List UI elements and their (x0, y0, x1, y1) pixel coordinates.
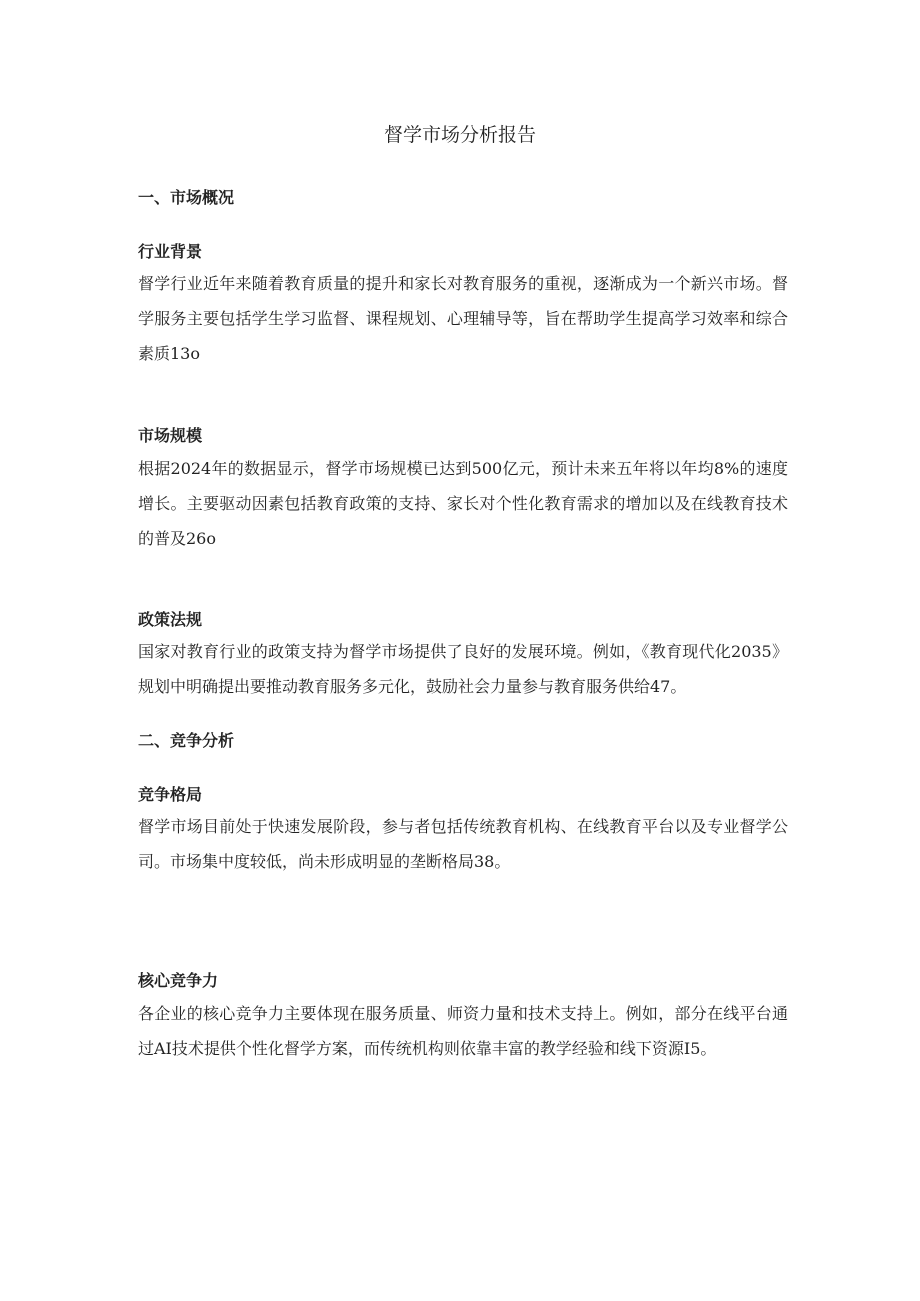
paragraph-industry-background: 督学行业近年来随着教育质量的提升和家长对教育服务的重视，逐渐成为一个新兴市场。督学服务主要包括学生学习监督、课程规划、心理辅导等，旨在帮助学生提高学习效率和综合素质13o (138, 274, 788, 363)
paragraph-core-competitiveness: 各企业的核心竞争力主要体现在服务质量、师资力量和技术支持上。例如，部分在线平台通过AI技术提供个性化督学方案，而传统机构则依靠丰富的教学经验和线下资源I5。 (138, 1004, 788, 1058)
paragraph-competitive-landscape: 督学市场目前处于快速发展阶段，参与者包括传统教育机构、在线教育平台以及专业督学公司。市场集中度较低，尚未形成明显的垄断格局38。 (138, 817, 788, 871)
paragraph-policy-regulations: 国家对教育行业的政策支持为督学市场提供了良好的发展环境。例如，《教育现代化2035》规划中明确提出要推动教育服务多元化，鼓励社会力量参与教育服务供给47。 (138, 642, 788, 696)
subsection-heading-policy-regulations: 政策法规 (138, 610, 203, 629)
subsection-heading-core-competitiveness: 核心竞争力 (138, 971, 219, 990)
section-heading-market-overview: 一、市场概况 (138, 188, 235, 207)
section-heading-competition-analysis: 二、竞争分析 (138, 731, 235, 750)
subsection-heading-industry-background: 行业背景 (138, 242, 203, 261)
paragraph-market-size: 根据2024年的数据显示，督学市场规模已达到500亿元，预计未来五年将以年均8%的速度增长。主要驱动因素包括教育政策的支持、家长对个性化教育需求的增加以及在线教育技术的普及26o (138, 459, 788, 548)
subsection-heading-market-size: 市场规模 (138, 426, 203, 445)
page-title: 督学市场分析报告 (383, 124, 536, 146)
subsection-heading-competitive-landscape: 竞争格局 (138, 785, 203, 804)
